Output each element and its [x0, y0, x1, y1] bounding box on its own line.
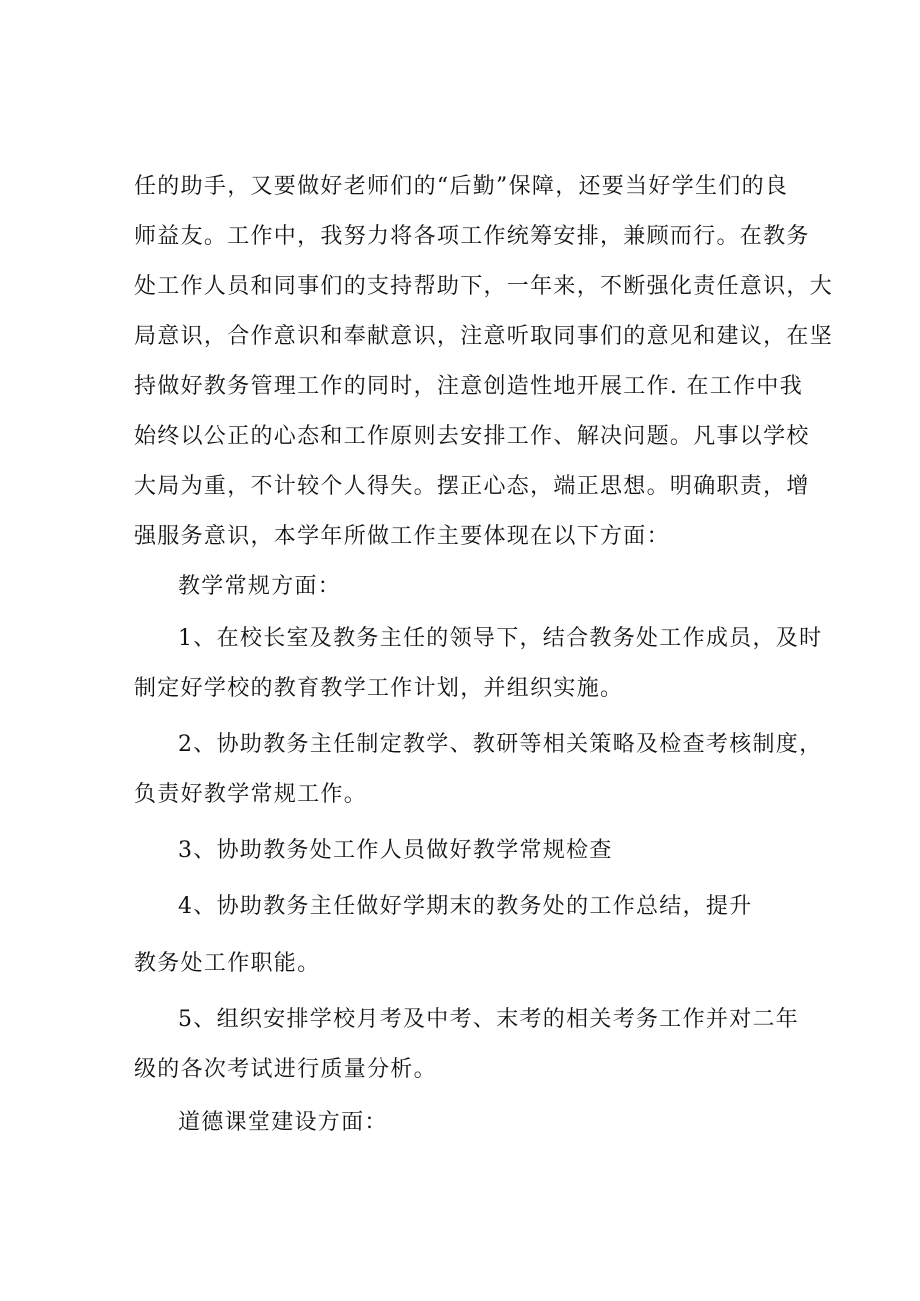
list-item-line: 级的各次考试进行质量分析。 — [134, 1057, 437, 1082]
list-item-line: 4、协助教务主任做好学期末的教务处的工作总结，提升 — [178, 894, 753, 919]
text-line: 大局为重，不计较个人得失。摆正心态，端正思想。明确职责，增 — [134, 474, 810, 499]
text-line: 强服务意识，本学年所做工作主要体现在以下方面： — [134, 524, 670, 549]
list-item-line: 教务处工作职能。 — [134, 951, 321, 976]
text-line: 始终以公正的心态和工作原则去安排工作、解决问题。凡事以学校 — [134, 424, 810, 449]
list-item-line: 负责好教学常规工作。 — [134, 782, 368, 807]
text-line: 持做好教务管理工作的同时，注意创造性地开展工作. 在工作中我 — [134, 374, 803, 399]
list-item-line: 5、组织安排学校月考及中考、末考的相关考务工作并对二年 — [178, 1007, 800, 1032]
text-line: 任的助手，又要做好老师们的“后勤”保障，还要当好学生们的良 — [134, 174, 789, 199]
section-heading: 教学常规方面： — [178, 574, 342, 599]
list-item-line: 制定好学校的教育教学工作计划，并组织实施。 — [134, 676, 624, 701]
list-item-line: 1、在校长室及教务主任的领导下，结合教务处工作成员，及时 — [178, 626, 823, 651]
text-line: 师益友。工作中，我努力将各项工作统筹安排，兼顾而行。在教务 — [134, 224, 810, 249]
list-item-line: 2、协助教务主任制定教学、教研等相关策略及检查考核制度， — [178, 732, 823, 757]
list-item-line: 3、协助教务处工作人员做好教学常规检查 — [178, 838, 613, 863]
text-line: 处工作人员和同事们的支持帮助下，一年来，不断强化责任意识，大 — [134, 274, 834, 299]
text-line: 局意识，合作意识和奉献意识，注意听取同事们的意见和建议，在坚 — [134, 324, 834, 349]
section-heading: 道德课堂建设方面： — [178, 1110, 388, 1135]
